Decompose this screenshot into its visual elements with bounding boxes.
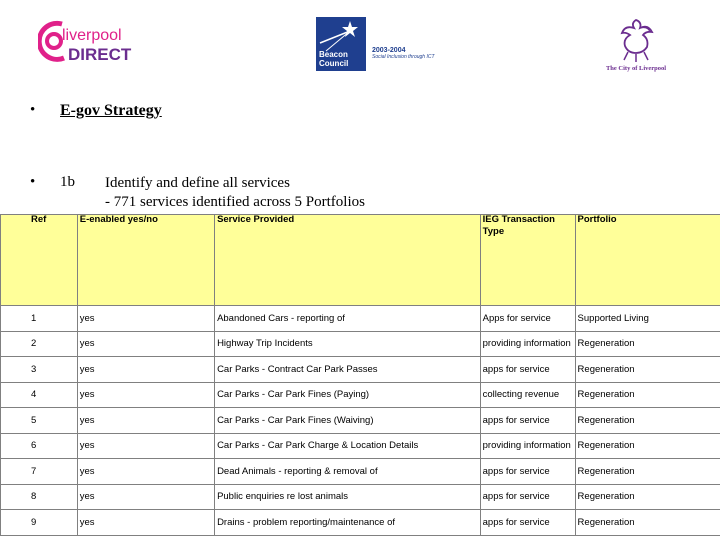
cell-ieg-transaction-type: apps for service	[480, 484, 575, 510]
cell-e-enabled: yes	[77, 484, 214, 510]
table-row	[1, 306, 720, 332]
cell-e-enabled: yes	[77, 306, 214, 332]
cell-ref: 6	[1, 433, 78, 459]
table-row	[1, 331, 720, 357]
cell-ieg-transaction-type: providing information	[480, 331, 575, 357]
cell-ref: 9	[1, 510, 78, 536]
cell-portfolio: Supported Living	[575, 306, 720, 332]
cell-ieg-transaction-type: apps for service	[480, 357, 575, 383]
bullet-ref: 1b	[60, 174, 75, 190]
cell-ref: 5	[1, 408, 78, 434]
cell-e-enabled: yes	[77, 382, 214, 408]
table-row	[1, 433, 720, 459]
cell-ref: 2	[1, 331, 78, 357]
cell-ref: 7	[1, 459, 78, 485]
cell-ieg-transaction-type: apps for service	[480, 510, 575, 536]
liverpool-direct-logo-graphic	[38, 14, 148, 70]
liverpool-direct-logo	[38, 14, 148, 70]
heading-egov-strategy: E-gov Strategy	[60, 102, 162, 119]
services-table	[0, 214, 720, 536]
cell-service-provided: Car Parks - Car Park Fines (Paying)	[215, 382, 481, 408]
services-table-container	[0, 214, 720, 540]
cell-ieg-transaction-type: collecting revenue	[480, 382, 575, 408]
cell-portfolio: Regeneration	[575, 459, 720, 485]
svg-text:Council: Council	[319, 59, 349, 68]
bullet-dot: •	[30, 174, 36, 190]
beacon-council-logo	[316, 17, 454, 71]
header-ieg-transaction-type: IEG Transaction Type	[480, 215, 575, 306]
cell-e-enabled: yes	[77, 459, 214, 485]
table-row	[1, 510, 720, 536]
cell-ieg-transaction-type: Apps for service	[480, 306, 575, 332]
cell-service-provided: Abandoned Cars - reporting of	[215, 306, 481, 332]
bullet-description	[105, 174, 365, 212]
table-row	[1, 459, 720, 485]
cell-service-provided: Car Parks - Car Park Charge & Location Details	[215, 433, 481, 459]
cell-ref: 3	[1, 357, 78, 383]
cell-portfolio: Regeneration	[575, 408, 720, 434]
cell-service-provided: Dead Animals - reporting & removal of	[215, 459, 481, 485]
cell-e-enabled: yes	[77, 510, 214, 536]
bullet-line-2: - 771 services identified across 5 Portfolios	[105, 194, 365, 210]
cell-portfolio: Regeneration	[575, 331, 720, 357]
bullet-dot: •	[30, 102, 36, 118]
beacon-council-caption	[372, 47, 435, 60]
beacon-subtitle: Social Inclusion through ICT	[372, 54, 435, 60]
header-e-enabled: E-enabled yes/no	[77, 215, 214, 306]
svg-text:liverpool: liverpool	[62, 27, 122, 44]
city-name: The City of Liverpool	[605, 65, 667, 72]
cell-e-enabled: yes	[77, 433, 214, 459]
cell-ref: 8	[1, 484, 78, 510]
cell-ieg-transaction-type: apps for service	[480, 459, 575, 485]
svg-text:DIRECT: DIRECT	[68, 45, 132, 64]
table-row	[1, 357, 720, 383]
header-portfolio: Portfolio	[575, 215, 720, 306]
cell-service-provided: Car Parks - Contract Car Park Passes	[215, 357, 481, 383]
cell-ieg-transaction-type: apps for service	[480, 408, 575, 434]
bullet-line-1: Identify and define all services	[105, 175, 290, 191]
cell-service-provided: Car Parks - Car Park Fines (Waiving)	[215, 408, 481, 434]
cell-portfolio: Regeneration	[575, 433, 720, 459]
svg-text:Beacon: Beacon	[319, 50, 348, 59]
table-header-row	[1, 215, 720, 306]
cell-portfolio: Regeneration	[575, 510, 720, 536]
beacon-council-emblem	[316, 17, 366, 71]
header-ref: Ref	[1, 215, 78, 306]
liver-bird-icon	[596, 14, 676, 64]
cell-portfolio: Regeneration	[575, 382, 720, 408]
beacon-year: 2003-2004	[372, 47, 406, 54]
cell-e-enabled: yes	[77, 357, 214, 383]
cell-e-enabled: yes	[77, 408, 214, 434]
cell-portfolio: Regeneration	[575, 484, 720, 510]
city-of-liverpool-logo	[596, 14, 676, 74]
cell-service-provided: Highway Trip Incidents	[215, 331, 481, 357]
table-row	[1, 382, 720, 408]
cell-e-enabled: yes	[77, 331, 214, 357]
cell-ieg-transaction-type: providing information	[480, 433, 575, 459]
cell-service-provided: Public enquiries re lost animals	[215, 484, 481, 510]
cell-service-provided: Drains - problem reporting/maintenance of	[215, 510, 481, 536]
table-row	[1, 408, 720, 434]
cell-ref: 1	[1, 306, 78, 332]
cell-portfolio: Regeneration	[575, 357, 720, 383]
header-service-provided: Service Provided	[215, 215, 481, 306]
table-row	[1, 484, 720, 510]
cell-ref: 4	[1, 382, 78, 408]
